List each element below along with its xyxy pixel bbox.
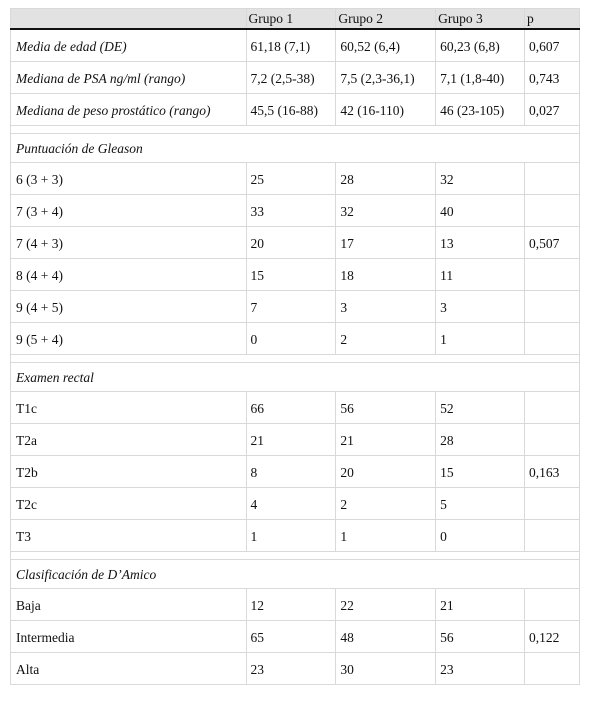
cell-g2: 22 bbox=[336, 589, 436, 621]
cell-g2: 32 bbox=[336, 195, 436, 227]
cell-g2: 30 bbox=[336, 653, 436, 685]
cell-p bbox=[525, 653, 580, 685]
label-edad: Media de edad (DE) bbox=[11, 29, 247, 62]
cell-g1: 15 bbox=[246, 259, 336, 291]
cell-g3: 23 bbox=[436, 653, 525, 685]
label-psa: Mediana de PSA ng/ml (rango) bbox=[11, 62, 247, 94]
cell-g2: 48 bbox=[336, 621, 436, 653]
table-row bbox=[11, 520, 580, 552]
cell-label: T2b bbox=[11, 456, 247, 488]
cell-p bbox=[525, 488, 580, 520]
cell-g3: 21 bbox=[436, 589, 525, 621]
cell-p bbox=[525, 520, 580, 552]
section-title-rectal: Examen rectal bbox=[11, 363, 580, 392]
cell-edad-g1: 61,18 (7,1) bbox=[246, 29, 336, 62]
cell-g1: 66 bbox=[246, 392, 336, 424]
cell-p bbox=[525, 589, 580, 621]
cell-g2: 17 bbox=[336, 227, 436, 259]
cell-g3: 15 bbox=[436, 456, 525, 488]
header-grupo-2: Grupo 2 bbox=[336, 9, 436, 30]
cell-p: 0,163 bbox=[525, 456, 580, 488]
cell-g3: 1 bbox=[436, 323, 525, 355]
row-peso bbox=[11, 94, 580, 126]
results-table bbox=[10, 8, 580, 685]
cell-g3: 28 bbox=[436, 424, 525, 456]
table-row bbox=[11, 259, 580, 291]
spacer-row bbox=[11, 126, 580, 134]
table-row bbox=[11, 424, 580, 456]
table-row bbox=[11, 291, 580, 323]
cell-p bbox=[525, 392, 580, 424]
cell-psa-p: 0,743 bbox=[525, 62, 580, 94]
header-grupo-1: Grupo 1 bbox=[246, 9, 336, 30]
cell-g1: 21 bbox=[246, 424, 336, 456]
table-row bbox=[11, 621, 580, 653]
damico-rows bbox=[11, 589, 580, 685]
label-peso: Mediana de peso prostático (rango) bbox=[11, 94, 247, 126]
header-row bbox=[11, 9, 580, 30]
section-header-rectal bbox=[11, 363, 580, 392]
table-row bbox=[11, 323, 580, 355]
cell-peso-p: 0,027 bbox=[525, 94, 580, 126]
cell-p bbox=[525, 163, 580, 195]
table-row bbox=[11, 195, 580, 227]
cell-g3: 52 bbox=[436, 392, 525, 424]
cell-label: 9 (5 + 4) bbox=[11, 323, 247, 355]
cell-peso-g3: 46 (23-105) bbox=[436, 94, 525, 126]
cell-g3: 11 bbox=[436, 259, 525, 291]
cell-p bbox=[525, 424, 580, 456]
cell-label: Baja bbox=[11, 589, 247, 621]
cell-g2: 28 bbox=[336, 163, 436, 195]
cell-edad-g2: 60,52 (6,4) bbox=[336, 29, 436, 62]
table-row bbox=[11, 589, 580, 621]
section-header-gleason bbox=[11, 134, 580, 163]
cell-g1: 25 bbox=[246, 163, 336, 195]
cell-g1: 1 bbox=[246, 520, 336, 552]
table-row bbox=[11, 227, 580, 259]
rectal-rows bbox=[11, 392, 580, 552]
cell-p: 0,507 bbox=[525, 227, 580, 259]
cell-label: 7 (3 + 4) bbox=[11, 195, 247, 227]
spacer-row bbox=[11, 355, 580, 363]
cell-g2: 18 bbox=[336, 259, 436, 291]
header-cell-empty bbox=[11, 9, 247, 30]
cell-edad-g3: 60,23 (6,8) bbox=[436, 29, 525, 62]
cell-label: 8 (4 + 4) bbox=[11, 259, 247, 291]
cell-g3: 13 bbox=[436, 227, 525, 259]
cell-g2: 21 bbox=[336, 424, 436, 456]
cell-g1: 12 bbox=[246, 589, 336, 621]
cell-edad-p: 0,607 bbox=[525, 29, 580, 62]
cell-p bbox=[525, 195, 580, 227]
row-edad bbox=[11, 29, 580, 62]
spacer-row bbox=[11, 552, 580, 560]
cell-g1: 4 bbox=[246, 488, 336, 520]
table-row bbox=[11, 488, 580, 520]
cell-g3: 56 bbox=[436, 621, 525, 653]
cell-g1: 65 bbox=[246, 621, 336, 653]
cell-p bbox=[525, 291, 580, 323]
cell-g1: 23 bbox=[246, 653, 336, 685]
cell-psa-g1: 7,2 (2,5-38) bbox=[246, 62, 336, 94]
cell-peso-g1: 45,5 (16-88) bbox=[246, 94, 336, 126]
cell-peso-g2: 42 (16-110) bbox=[336, 94, 436, 126]
cell-label: T2a bbox=[11, 424, 247, 456]
cell-g1: 7 bbox=[246, 291, 336, 323]
row-psa bbox=[11, 62, 580, 94]
table-row bbox=[11, 163, 580, 195]
section-title-damico: Clasificación de D’Amico bbox=[11, 560, 580, 589]
table-row bbox=[11, 456, 580, 488]
cell-g1: 20 bbox=[246, 227, 336, 259]
table-row bbox=[11, 392, 580, 424]
cell-p bbox=[525, 259, 580, 291]
cell-label: T1c bbox=[11, 392, 247, 424]
cell-psa-g2: 7,5 (2,3-36,1) bbox=[336, 62, 436, 94]
table-row bbox=[11, 653, 580, 685]
cell-g3: 5 bbox=[436, 488, 525, 520]
cell-label: T2c bbox=[11, 488, 247, 520]
section-title-gleason: Puntuación de Gleason bbox=[11, 134, 580, 163]
header-p: p bbox=[525, 9, 580, 30]
cell-label: Intermedia bbox=[11, 621, 247, 653]
cell-g3: 0 bbox=[436, 520, 525, 552]
header-grupo-3: Grupo 3 bbox=[436, 9, 525, 30]
cell-g1: 8 bbox=[246, 456, 336, 488]
cell-g2: 2 bbox=[336, 323, 436, 355]
cell-p bbox=[525, 323, 580, 355]
cell-psa-g3: 7,1 (1,8-40) bbox=[436, 62, 525, 94]
cell-label: Alta bbox=[11, 653, 247, 685]
cell-g3: 40 bbox=[436, 195, 525, 227]
cell-label: 9 (4 + 5) bbox=[11, 291, 247, 323]
cell-label: 7 (4 + 3) bbox=[11, 227, 247, 259]
cell-g3: 32 bbox=[436, 163, 525, 195]
gleason-rows bbox=[11, 163, 580, 355]
cell-p: 0,122 bbox=[525, 621, 580, 653]
cell-g2: 2 bbox=[336, 488, 436, 520]
cell-g2: 56 bbox=[336, 392, 436, 424]
cell-g3: 3 bbox=[436, 291, 525, 323]
section-header-damico bbox=[11, 560, 580, 589]
cell-label: T3 bbox=[11, 520, 247, 552]
cell-label: 6 (3 + 3) bbox=[11, 163, 247, 195]
cell-g2: 1 bbox=[336, 520, 436, 552]
cell-g1: 33 bbox=[246, 195, 336, 227]
cell-g1: 0 bbox=[246, 323, 336, 355]
cell-g2: 3 bbox=[336, 291, 436, 323]
cell-g2: 20 bbox=[336, 456, 436, 488]
